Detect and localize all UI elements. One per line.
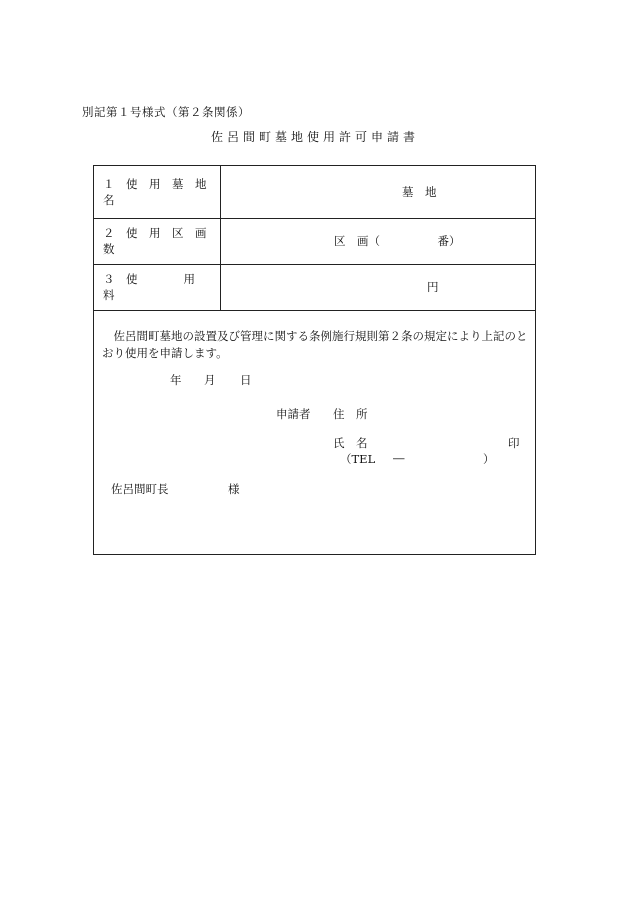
application-form-table [93,165,536,555]
usage-fee-value: 円 [427,280,439,294]
row-label-cell [94,166,221,218]
plot-count-label: ２ 使 用 区 画 数 [103,226,218,256]
seal-label: 印 [508,436,520,450]
plot-count-value: 区 画（ 番） [334,234,461,248]
date-month: 月 [204,373,216,387]
date-day: 日 [240,373,252,387]
form-reference: 別記第１号様式（第２条関係） [82,105,250,119]
row-value-cell [221,166,535,218]
usage-fee-label: ３ 使 用 料 [103,272,230,302]
tel-label: （TEL [340,452,376,466]
row-value-cell [221,264,535,310]
applicant-label: 申請者 [276,407,311,421]
name-label: 氏 名 [333,436,368,450]
tel-dash: ― [393,451,405,465]
row-usage-fee [94,264,535,311]
cemetery-name-label: １ 使 用 墓 地 名 [103,177,218,207]
row-label-cell [94,264,230,310]
row-value-cell [221,218,535,264]
application-statement: 佐呂間町墓地の設置及び管理に関する条例施行規則第２条の規定により上記のとおり使用を申請します。 [102,329,528,360]
row-label-cell [94,218,221,264]
honorific: 様 [228,482,240,496]
address-label: 住 所 [333,407,368,421]
row-plot-count [94,218,535,265]
row-cemetery-name [94,166,535,219]
cemetery-name-value: 墓 地 [402,185,437,199]
document-title: 佐呂間町墓地使用許可申請書 [210,130,419,144]
addressee: 佐呂間町長 [111,482,169,496]
tel-close: ） [483,452,495,466]
date-year: 年 [170,373,182,387]
